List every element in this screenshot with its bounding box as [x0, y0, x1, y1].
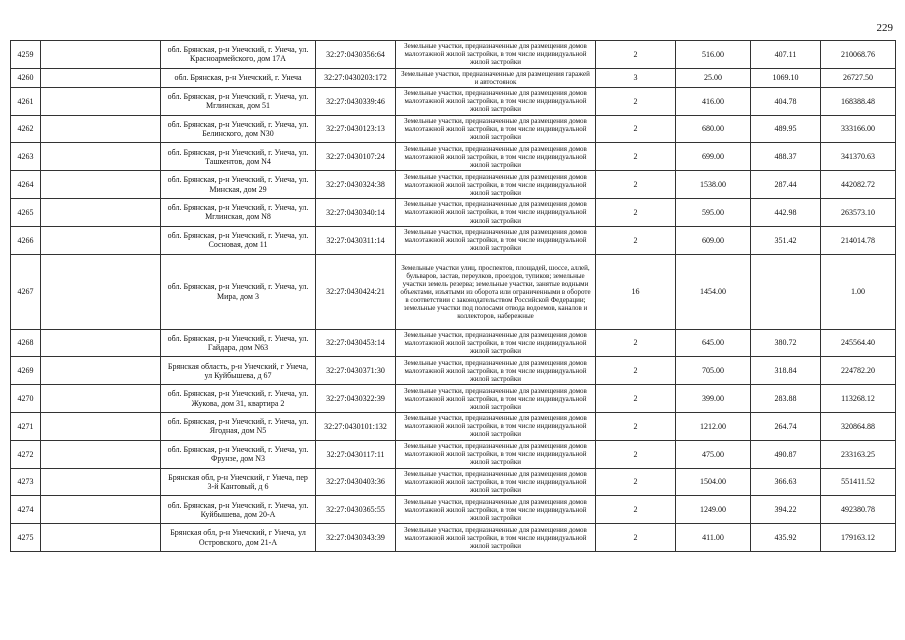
spacer-cell	[41, 171, 161, 199]
specific-value-cell: 287.44	[751, 171, 821, 199]
area-cell: 516.00	[676, 41, 751, 69]
cadastral-number-cell: 32:27:0430203:172	[316, 68, 396, 87]
group-cell: 2	[596, 199, 676, 227]
cadastral-number-cell: 32:27:0430339:46	[316, 87, 396, 115]
spacer-cell	[41, 468, 161, 496]
cadastral-value-cell: 320864.88	[821, 413, 896, 441]
spacer-cell	[41, 357, 161, 385]
row-number: 4264	[11, 171, 41, 199]
spacer-cell	[41, 413, 161, 441]
specific-value-cell: 407.11	[751, 41, 821, 69]
spacer-cell	[41, 115, 161, 143]
spacer-cell	[41, 440, 161, 468]
group-cell: 2	[596, 468, 676, 496]
table-row	[11, 226, 896, 254]
cadastral-number-cell: 32:27:0430371:30	[316, 357, 396, 385]
specific-value-cell: 1069.10	[751, 68, 821, 87]
area-cell: 699.00	[676, 143, 751, 171]
row-number: 4270	[11, 385, 41, 413]
address-cell: обл. Брянская, р-н Унечский, г. Унеча, ул. Минская, дом 29	[161, 171, 316, 199]
spacer-cell	[41, 385, 161, 413]
row-number: 4267	[11, 254, 41, 329]
group-cell: 3	[596, 68, 676, 87]
group-cell: 16	[596, 254, 676, 329]
row-number: 4275	[11, 524, 41, 552]
group-cell: 2	[596, 357, 676, 385]
land-use-cell: Земельные участки, предназначенные для размещения домов малоэтажной жилой застройки, в том числе индивидуальной жилой застройки	[396, 199, 596, 227]
spacer-cell	[41, 199, 161, 227]
cadastral-number-cell: 32:27:0430356:64	[316, 41, 396, 69]
cadastral-number-cell: 32:27:0430311:14	[316, 226, 396, 254]
specific-value-cell: 489.95	[751, 115, 821, 143]
area-cell: 595.00	[676, 199, 751, 227]
area-cell: 680.00	[676, 115, 751, 143]
table-row	[11, 143, 896, 171]
row-number: 4266	[11, 226, 41, 254]
address-cell: обл. Брянская, р-н Унечский, г. Унеча, ул. Жукова, дом 31, квартира 2	[161, 385, 316, 413]
table-row	[11, 468, 896, 496]
row-number: 4263	[11, 143, 41, 171]
table-row	[11, 496, 896, 524]
cadastral-value-cell: 442082.72	[821, 171, 896, 199]
area-cell: 411.00	[676, 524, 751, 552]
row-number: 4274	[11, 496, 41, 524]
specific-value-cell: 404.78	[751, 87, 821, 115]
table-row	[11, 440, 896, 468]
cadastral-value-cell: 179163.12	[821, 524, 896, 552]
cadastral-value-cell: 245564.40	[821, 329, 896, 357]
address-cell: Брянская обл, р-н Унечский, г Унеча, ул Островского, дом 21-А	[161, 524, 316, 552]
page-number: 229	[876, 22, 893, 34]
area-cell: 416.00	[676, 87, 751, 115]
area-cell: 475.00	[676, 440, 751, 468]
cadastral-value-cell: 333166.00	[821, 115, 896, 143]
cadastral-value-cell: 210068.76	[821, 41, 896, 69]
row-number: 4259	[11, 41, 41, 69]
cadastral-number-cell: 32:27:0430117:11	[316, 440, 396, 468]
land-use-cell: Земельные участки, предназначенные для размещения домов малоэтажной жилой застройки, в том числе индивидуальной жилой застройки	[396, 329, 596, 357]
cadastral-value-cell: 263573.10	[821, 199, 896, 227]
land-use-cell: Земельные участки, предназначенные для размещения домов малоэтажной жилой застройки, в том числе индивидуальной жилой застройки	[396, 87, 596, 115]
specific-value-cell: 488.37	[751, 143, 821, 171]
cadastral-value-table	[10, 40, 896, 552]
group-cell: 2	[596, 226, 676, 254]
cadastral-number-cell: 32:27:0430324:38	[316, 171, 396, 199]
row-number: 4269	[11, 357, 41, 385]
table-row	[11, 329, 896, 357]
specific-value-cell: 283.88	[751, 385, 821, 413]
row-number: 4262	[11, 115, 41, 143]
address-cell: Брянская область, р-н Унечский, г Унеча, ул Куйбышева, д 67	[161, 357, 316, 385]
land-use-cell: Земельные участки, предназначенные для размещения домов малоэтажной жилой застройки, в том числе индивидуальной жилой застройки	[396, 496, 596, 524]
specific-value-cell: 435.92	[751, 524, 821, 552]
address-cell: обл. Брянская, р-н Унечский, г. Унеча, ул. Сосновая, дом 11	[161, 226, 316, 254]
area-cell: 25.00	[676, 68, 751, 87]
land-use-cell: Земельные участки улиц, проспектов, площадей, шоссе, аллей, бульваров, застав, переулков, проездов, тупиков; земельные участки земель резерва; земельные участки, занятые водными объектами, изъятыми из оборота или ограниченными в обороте в соответствии с законодательством Российской Федерации; земельные участки под полосами отвода водоемов, каналов и коллекторов, набережные	[396, 254, 596, 329]
cadastral-number-cell: 32:27:0430403:36	[316, 468, 396, 496]
address-cell: обл. Брянская, р-н Унечский, г. Унеча, ул. Ягодная, дом N5	[161, 413, 316, 441]
specific-value-cell: 394.22	[751, 496, 821, 524]
cadastral-number-cell: 32:27:0430107:24	[316, 143, 396, 171]
table-row	[11, 115, 896, 143]
cadastral-number-cell: 32:27:0430322:39	[316, 385, 396, 413]
table-row	[11, 413, 896, 441]
specific-value-cell: 264.74	[751, 413, 821, 441]
cadastral-number-cell: 32:27:0430340:14	[316, 199, 396, 227]
table-row	[11, 68, 896, 87]
area-cell: 609.00	[676, 226, 751, 254]
specific-value-cell: 490.87	[751, 440, 821, 468]
land-use-cell: Земельные участки, предназначенные для размещения домов малоэтажной жилой застройки, в том числе индивидуальной жилой застройки	[396, 524, 596, 552]
group-cell: 2	[596, 385, 676, 413]
cadastral-value-cell: 233163.25	[821, 440, 896, 468]
land-use-cell: Земельные участки, предназначенные для размещения домов малоэтажной жилой застройки, в том числе индивидуальной жилой застройки	[396, 468, 596, 496]
group-cell: 2	[596, 440, 676, 468]
land-use-cell: Земельные участки, предназначенные для размещения домов малоэтажной жилой застройки, в том числе индивидуальной жилой застройки	[396, 226, 596, 254]
group-cell: 2	[596, 41, 676, 69]
address-cell: обл. Брянская, р-н Унечский, г. Унеча, ул. Мглинская, дом N8	[161, 199, 316, 227]
cadastral-value-cell: 26727.50	[821, 68, 896, 87]
area-cell: 1538.00	[676, 171, 751, 199]
area-cell: 399.00	[676, 385, 751, 413]
address-cell: обл. Брянская, р-н Унечский, г. Унеча	[161, 68, 316, 87]
land-use-cell: Земельные участки, предназначенные для размещения домов малоэтажной жилой застройки, в том числе индивидуальной жилой застройки	[396, 41, 596, 69]
land-use-cell: Земельные участки, предназначенные для размещения домов малоэтажной жилой застройки, в том числе индивидуальной жилой застройки	[396, 171, 596, 199]
cadastral-number-cell: 32:27:0430123:13	[316, 115, 396, 143]
group-cell: 2	[596, 329, 676, 357]
address-cell: обл. Брянская, р-н Унечский, г. Унеча, ул. Фрунзе, дом N3	[161, 440, 316, 468]
cadastral-value-cell: 1.00	[821, 254, 896, 329]
specific-value-cell: 380.72	[751, 329, 821, 357]
address-cell: обл. Брянская, р-н Унечский, г. Унеча, ул. Мира, дом 3	[161, 254, 316, 329]
area-cell: 645.00	[676, 329, 751, 357]
spacer-cell	[41, 524, 161, 552]
specific-value-cell: 318.84	[751, 357, 821, 385]
address-cell: обл. Брянская, р-н Унечский, г. Унеча, ул. Ташкентов, дом N4	[161, 143, 316, 171]
land-use-cell: Земельные участки, предназначенные для размещения гаражей и автостоянок	[396, 68, 596, 87]
table-row	[11, 199, 896, 227]
table-row	[11, 254, 896, 329]
specific-value-cell: 351.42	[751, 226, 821, 254]
address-cell: обл. Брянская, р-н Унечский, г. Унеча, ул. Красноармейского, дом 17А	[161, 41, 316, 69]
area-cell: 1454.00	[676, 254, 751, 329]
land-use-cell: Земельные участки, предназначенные для размещения домов малоэтажной жилой застройки, в том числе индивидуальной жилой застройки	[396, 385, 596, 413]
row-number: 4265	[11, 199, 41, 227]
group-cell: 2	[596, 413, 676, 441]
row-number: 4271	[11, 413, 41, 441]
cadastral-value-cell: 214014.78	[821, 226, 896, 254]
land-use-cell: Земельные участки, предназначенные для размещения домов малоэтажной жилой застройки, в том числе индивидуальной жилой застройки	[396, 357, 596, 385]
cadastral-value-cell: 551411.52	[821, 468, 896, 496]
table-row	[11, 524, 896, 552]
address-cell: обл. Брянская, р-н Унечский, г. Унеча, ул. Куйбышева, дом 20-А	[161, 496, 316, 524]
specific-value-cell: 366.63	[751, 468, 821, 496]
group-cell: 2	[596, 87, 676, 115]
group-cell: 2	[596, 115, 676, 143]
cadastral-number-cell: 32:27:0430343:39	[316, 524, 396, 552]
specific-value-cell	[751, 254, 821, 329]
table-row	[11, 41, 896, 69]
land-use-cell: Земельные участки, предназначенные для размещения домов малоэтажной жилой застройки, в том числе индивидуальной жилой застройки	[396, 413, 596, 441]
spacer-cell	[41, 226, 161, 254]
spacer-cell	[41, 496, 161, 524]
group-cell: 2	[596, 143, 676, 171]
area-cell: 1212.00	[676, 413, 751, 441]
spacer-cell	[41, 329, 161, 357]
spacer-cell	[41, 254, 161, 329]
group-cell: 2	[596, 171, 676, 199]
cadastral-value-cell: 492380.78	[821, 496, 896, 524]
spacer-cell	[41, 41, 161, 69]
cadastral-value-cell: 341370.63	[821, 143, 896, 171]
table-row	[11, 385, 896, 413]
spacer-cell	[41, 68, 161, 87]
group-cell: 2	[596, 496, 676, 524]
address-cell: обл. Брянская, р-н Унечский, г. Унеча, ул. Гайдара, дом N63	[161, 329, 316, 357]
cadastral-value-cell: 224782.20	[821, 357, 896, 385]
cadastral-number-cell: 32:27:0430424:21	[316, 254, 396, 329]
land-use-cell: Земельные участки, предназначенные для размещения домов малоэтажной жилой застройки, в том числе индивидуальной жилой застройки	[396, 143, 596, 171]
land-use-cell: Земельные участки, предназначенные для размещения домов малоэтажной жилой застройки, в том числе индивидуальной жилой застройки	[396, 115, 596, 143]
table-row	[11, 357, 896, 385]
cadastral-value-cell: 168388.48	[821, 87, 896, 115]
cadastral-number-cell: 32:27:0430365:55	[316, 496, 396, 524]
row-number: 4261	[11, 87, 41, 115]
row-number: 4273	[11, 468, 41, 496]
group-cell: 2	[596, 524, 676, 552]
land-use-cell: Земельные участки, предназначенные для размещения домов малоэтажной жилой застройки, в том числе индивидуальной жилой застройки	[396, 440, 596, 468]
row-number: 4260	[11, 68, 41, 87]
table-row	[11, 87, 896, 115]
spacer-cell	[41, 87, 161, 115]
cadastral-number-cell: 32:27:0430101:132	[316, 413, 396, 441]
address-cell: Брянская обл, р-н Унечский, г Унеча, пер 3-й Кантовый, д 6	[161, 468, 316, 496]
specific-value-cell: 442.98	[751, 199, 821, 227]
cadastral-number-cell: 32:27:0430453:14	[316, 329, 396, 357]
area-cell: 705.00	[676, 357, 751, 385]
row-number: 4268	[11, 329, 41, 357]
cadastral-value-cell: 113268.12	[821, 385, 896, 413]
row-number: 4272	[11, 440, 41, 468]
spacer-cell	[41, 143, 161, 171]
address-cell: обл. Брянская, р-н Унечский, г. Унеча, ул. Мглинская, дом 51	[161, 87, 316, 115]
address-cell: обл. Брянская, р-н Унечский, г. Унеча, ул. Белинского, дом N30	[161, 115, 316, 143]
area-cell: 1249.00	[676, 496, 751, 524]
table-row	[11, 171, 896, 199]
area-cell: 1504.00	[676, 468, 751, 496]
